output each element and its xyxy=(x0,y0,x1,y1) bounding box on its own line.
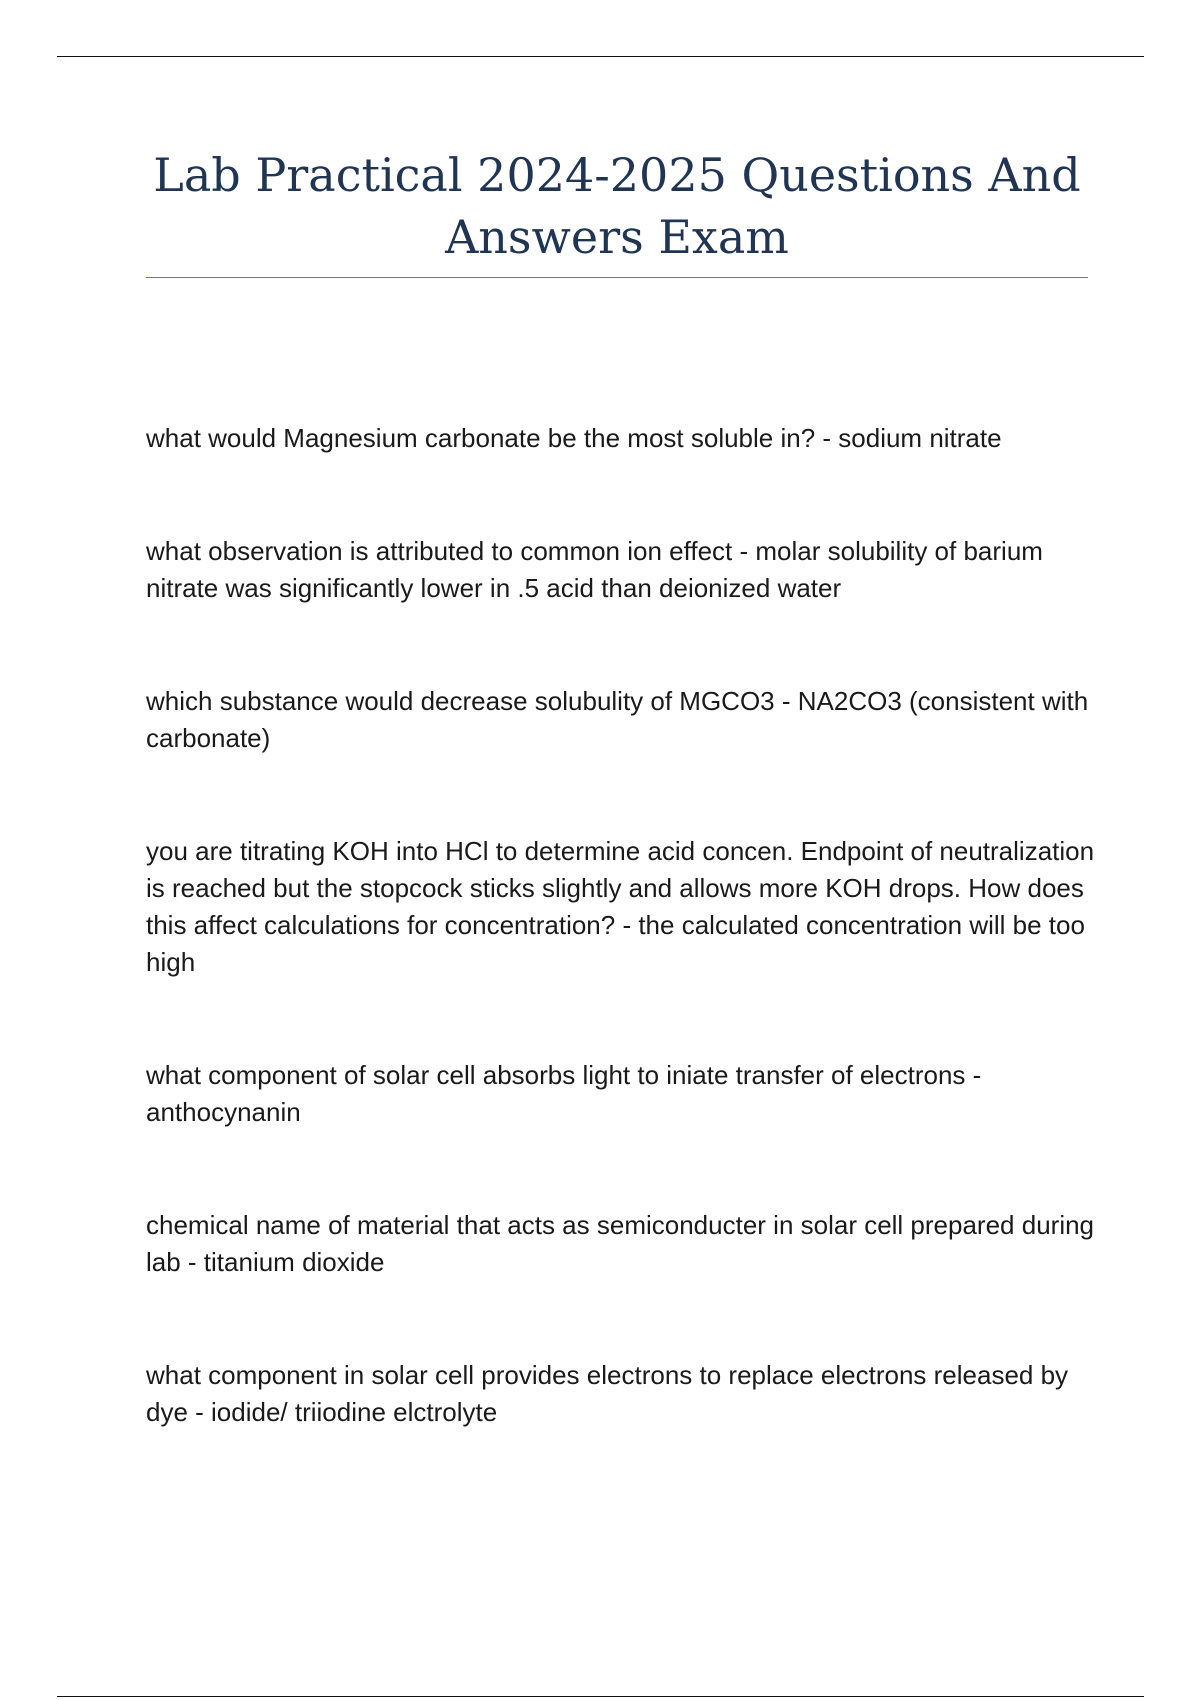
qa-item: which substance would decrease solubulity of MGCO3 - NA2CO3 (consistent with carbonate) xyxy=(146,686,1089,753)
qa-list xyxy=(146,420,1106,1507)
title-underline xyxy=(146,277,1088,278)
page-bottom-rule xyxy=(57,1696,1144,1697)
qa-item: what observation is attributed to common ion effect - molar solubility of barium nitrate was significantly lower in .5 acid than deionized water xyxy=(146,536,1043,603)
document-title: Lab Practical 2024-2025 Questions And Answers Exam xyxy=(153,148,1081,264)
qa-item: what would Magnesium carbonate be the most soluble in? - sodium nitrate xyxy=(146,423,1002,453)
qa-item: you are titrating KOH into HCl to determine acid concen. Endpoint of neutralization is reached but the stopcock sticks slightly and allows more KOH drops. How does this affect calculations for concentration? - the calculated concentration will be too high xyxy=(146,836,1095,977)
qa-item: what component of solar cell absorbs light to iniate transfer of electrons - anthocynanin xyxy=(146,1060,982,1127)
page-top-rule xyxy=(57,56,1144,57)
qa-item: chemical name of material that acts as semiconducter in solar cell prepared during lab - titanium dioxide xyxy=(146,1210,1095,1277)
qa-item: what component in solar cell provides electrons to replace electrons released by dye - iodide/ triiodine elctrolyte xyxy=(146,1360,1069,1427)
